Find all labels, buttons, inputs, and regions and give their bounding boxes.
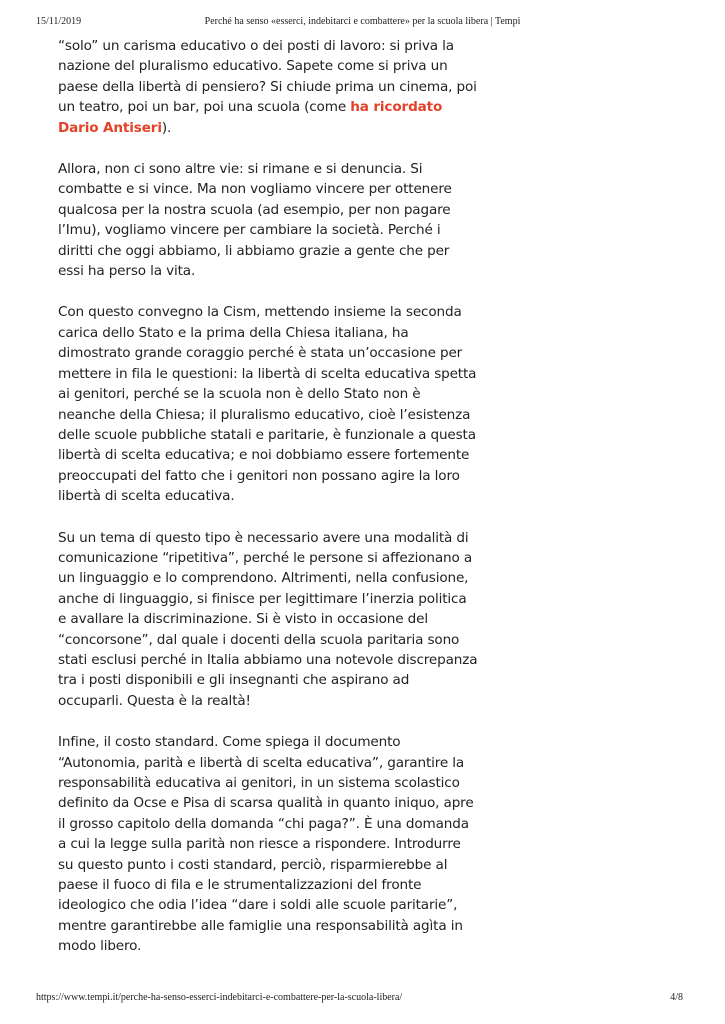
paragraph-1-text: “solo” un carisma educativo o dei posti di lavoro: si priva la nazione del pluralismo educativo. Sapete come si priva un paese della libertà di pensiero? Si chiude prima un cinema, poi un teatro, poi un bar, poi una scuola (come: [58, 38, 477, 116]
paragraph-2: Allora, non ci sono altre vie: si rimane e si denuncia. Si combatte e si vince. Ma non vogliamo vincere per ottenere qualcosa per la nostra scuola (ad esempio, per non pagare l’Imu), vogliamo vincere per cambiare la società. Perché i diritti che oggi abbiamo, li abbiamo grazie a gente che per essi ha perso la vita.: [58, 161, 452, 280]
paragraph-5: Infine, il costo standard. Come spiega il documento “Autonomia, parità e libertà di scelta educativa”, garantire la responsabilità educativa ai genitori, in un sistema scolastico definito da Ocse e Pisa di scarsa qualità in quanto iniquo, apre il grosso capitolo della domanda “chi paga?”. È una domanda a cui la legge sulla parità non riesce a rispondere. Introdurre su questo punto i costi standard, perciò, risparmierebbe al paese il fuoco di fila e le strumentalizzazioni del fronte ideologico che odia l’idea “dare i soldi alle scuole paritarie”, mentre garantirebbe alle famiglie una responsabilità agìta in modo libero.: [58, 734, 474, 955]
article-body: [58, 36, 478, 978]
paragraph-1: [58, 36, 478, 138]
paragraph-1-end: ).: [161, 119, 172, 136]
page-number: 4/8: [670, 992, 683, 1003]
print-date: 15/11/2019: [36, 16, 82, 27]
print-page-title: Perché ha senso «esserci, indebitarci e combattere» per la scuola libera | Tempi: [204, 16, 521, 27]
print-header: [0, 16, 725, 30]
print-footer: [0, 992, 725, 1006]
paragraph-3: Con questo convegno la Cism, mettendo insieme la seconda carica dello Stato e la prima della Chiesa italiana, ha dimostrato grande coraggio perché è stata un’occasione per mettere in fila le questioni: la libertà di scelta educativa spetta ai genitori, perché se la scuola non è dello Stato non è neanche della Chiesa; il pluralismo educativo, cioè l’esistenza delle scuole pubbliche statali e paritarie, è funzionale a questa libertà di scelta educativa; e noi dobbiamo essere fortemente preoccupati del fatto che i genitori non possano agire la loro libertà di scelta educativa.: [58, 304, 477, 505]
antiseri-link[interactable]: ha ricordato Dario Antiseri: [58, 99, 443, 136]
page-url: https://www.tempi.it/perche-ha-senso-esserci-indebitarci-e-combattere-per-la-scuola-libera/: [36, 992, 403, 1003]
paragraph-4: Su un tema di questo tipo è necessario avere una modalità di comunicazione “ripetitiva”, perché le persone si affezionano a un linguaggio e lo comprendono. Altrimenti, nella confusione, anche di linguaggio, si finisce per legittimare l’inerzia politica e avallare la discriminazione. Si è visto in occasione del “concorsone”, dal quale i docenti della scuola paritaria sono stati esclusi perché in Italia abbiamo una notevole discrepanza tra i posti disponibili e gli insegnanti che aspirano ad occuparli. Questa è la realtà!: [58, 529, 478, 709]
